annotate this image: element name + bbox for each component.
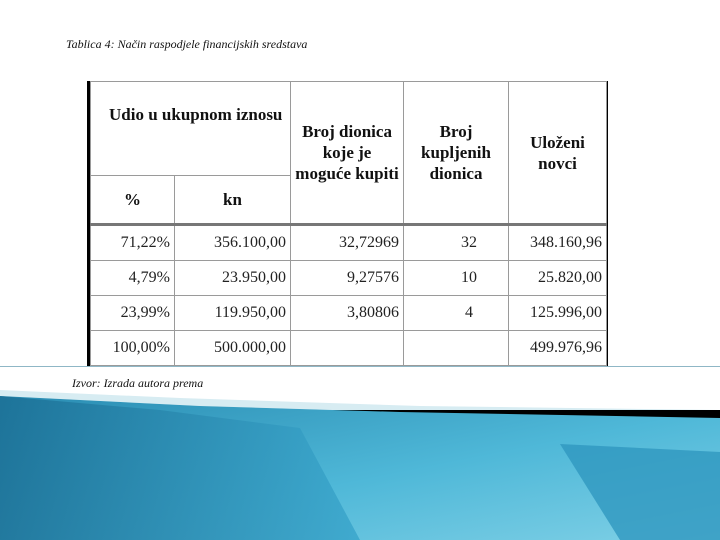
decorative-banner [0, 366, 720, 540]
cell-percent: 100,00% [91, 331, 175, 366]
cell-invested: 499.976,96 [509, 331, 607, 366]
cell-shares-possible: 32,72969 [291, 225, 404, 261]
cell-shares-possible: 3,80806 [291, 296, 404, 331]
table-row-total [91, 331, 607, 366]
cell-invested: 25.820,00 [509, 261, 607, 296]
allocation-table [90, 81, 607, 366]
cell-percent: 23,99% [91, 296, 175, 331]
cell-kn: 119.950,00 [175, 296, 291, 331]
cell-percent: 71,22% [91, 225, 175, 261]
cell-shares-bought [404, 331, 509, 366]
source-note: Izvor: Izrada autora prema [72, 376, 204, 390]
header-percent: % [91, 176, 175, 225]
cell-kn: 500.000,00 [175, 331, 291, 366]
table-frame [87, 81, 608, 366]
table-row [91, 261, 607, 296]
cell-shares-bought: 4 [404, 296, 509, 331]
table-row [91, 225, 607, 261]
cell-kn: 356.100,00 [175, 225, 291, 261]
header-invested: Uloženi novci [509, 82, 607, 225]
header-share-of-total: Udio u ukupnom iznosu [91, 82, 291, 176]
cell-kn: 23.950,00 [175, 261, 291, 296]
cell-shares-bought: 10 [404, 261, 509, 296]
header-kn: kn [175, 176, 291, 225]
header-shares-possible: Broj dionica koje je moguće kupiti [291, 82, 404, 225]
cell-invested: 348.160,96 [509, 225, 607, 261]
cell-shares-bought: 32 [404, 225, 509, 261]
table-row [91, 296, 607, 331]
table-caption: Tablica 4: Način raspodjele financijskih sredstava [66, 37, 308, 51]
cell-shares-possible [291, 331, 404, 366]
header-shares-bought: Broj kupljenih dionica [404, 82, 509, 225]
cell-percent: 4,79% [91, 261, 175, 296]
cell-shares-possible: 9,27576 [291, 261, 404, 296]
cell-invested: 125.996,00 [509, 296, 607, 331]
